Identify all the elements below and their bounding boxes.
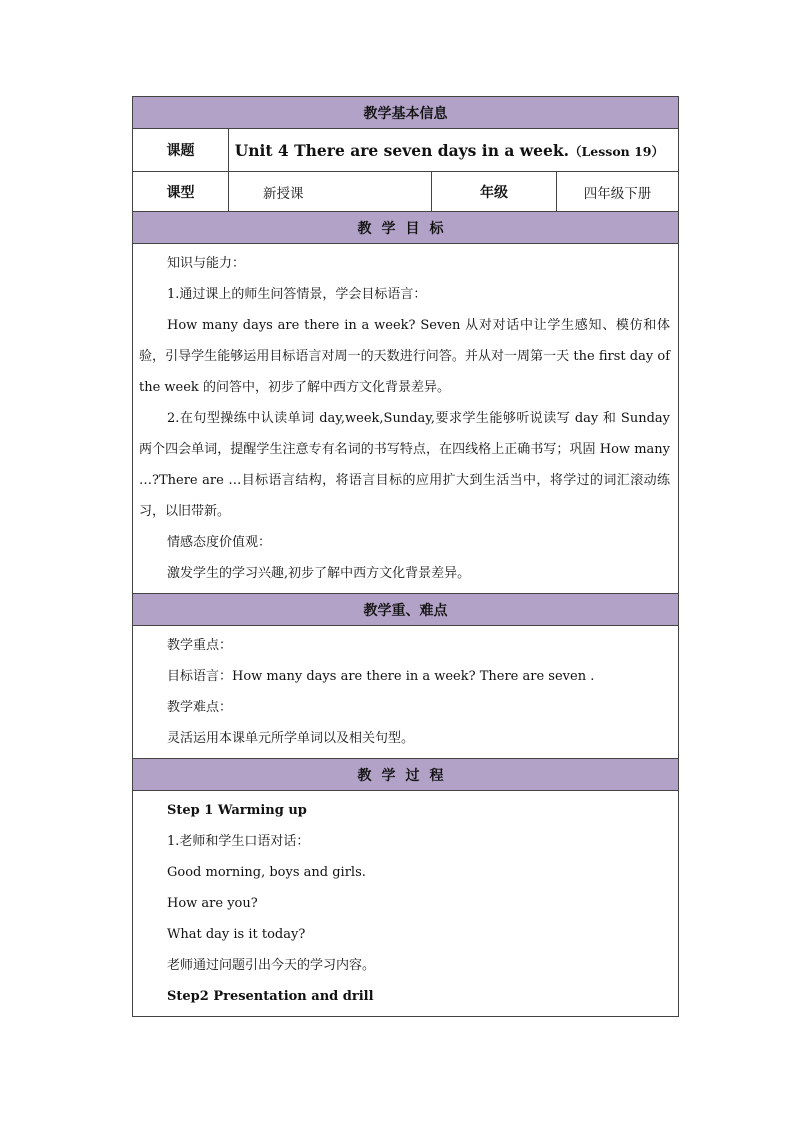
key-points-header <box>133 594 679 626</box>
ability-label: 知识与能力： <box>167 256 246 271</box>
objectives-header <box>133 212 679 244</box>
key-points-header-text: 教学重、难点 <box>363 602 448 619</box>
difficult-point-label: 教学难点： <box>167 700 233 715</box>
topic-lesson-number: （Lesson 19） <box>569 143 664 159</box>
key-point-text: 目标语言：How many days are there in a week? There are seven . <box>167 669 595 684</box>
process-header-text: 教学过程 <box>357 767 454 784</box>
type-label: 课型 <box>133 172 229 212</box>
objectives-content <box>133 244 679 594</box>
topic-main-title: Unit 4 There are seven days in a week. <box>234 140 569 160</box>
basic-info-header <box>133 97 679 129</box>
key-points-content <box>133 626 679 759</box>
dialogue-line-2: How are you? <box>167 896 258 911</box>
step2-title: Step2 Presentation and drill <box>167 989 374 1004</box>
step1-intro: 1.老师和学生口语对话： <box>167 834 310 849</box>
dialogue-line-1: Good morning, boys and girls. <box>167 865 366 880</box>
lesson-plan-table <box>132 96 679 1017</box>
attitude-label: 情感态度价值观： <box>167 535 272 550</box>
step1-title: Step 1 Warming up <box>167 803 307 818</box>
key-point-label: 教学重点： <box>167 638 233 653</box>
process-header <box>133 759 679 791</box>
objective-paragraph-2: How many days are there in a week? Seven 从对对话中让学生感知、模仿和体验，引导学生能够运用目标语言对周一的天数进行问答。并从对一周第一天 the first day of the week 的问答中，初步了解中西方文化背景差异。 <box>139 318 670 395</box>
grade-value: 四年级下册 <box>557 172 679 212</box>
basic-info-header-text: 教学基本信息 <box>363 105 448 122</box>
objectives-header-text: 教学目标 <box>357 220 454 237</box>
type-value: 新授课 <box>229 172 432 212</box>
objective-paragraph-1: 1.通过课上的师生问答情景，学会目标语言： <box>167 287 427 302</box>
dialogue-line-3: What day is it today? <box>167 927 306 942</box>
topic-value <box>229 129 679 172</box>
dialogue-line-4: 老师通过问题引出今天的学习内容。 <box>167 958 376 973</box>
objective-paragraph-4: 激发学生的学习兴趣,初步了解中西方文化背景差异。 <box>167 566 471 581</box>
topic-label: 课题 <box>133 129 229 172</box>
process-content <box>133 791 679 1017</box>
grade-label: 年级 <box>432 172 557 212</box>
difficult-point-text: 灵活运用本课单元所学单词以及相关句型。 <box>167 731 415 746</box>
objective-paragraph-3: 2.在句型操练中认读单词 day,week,Sunday,要求学生能够听说读写 day 和 Sunday 两个四会单词，提醒学生注意专有名词的书写特点，在四线格上正确书写；巩固 How many …?There are …目标语言结构，将语言目标的应用扩大到生活当中，将学过的词汇滚动练习，以旧带新。 <box>139 411 670 519</box>
